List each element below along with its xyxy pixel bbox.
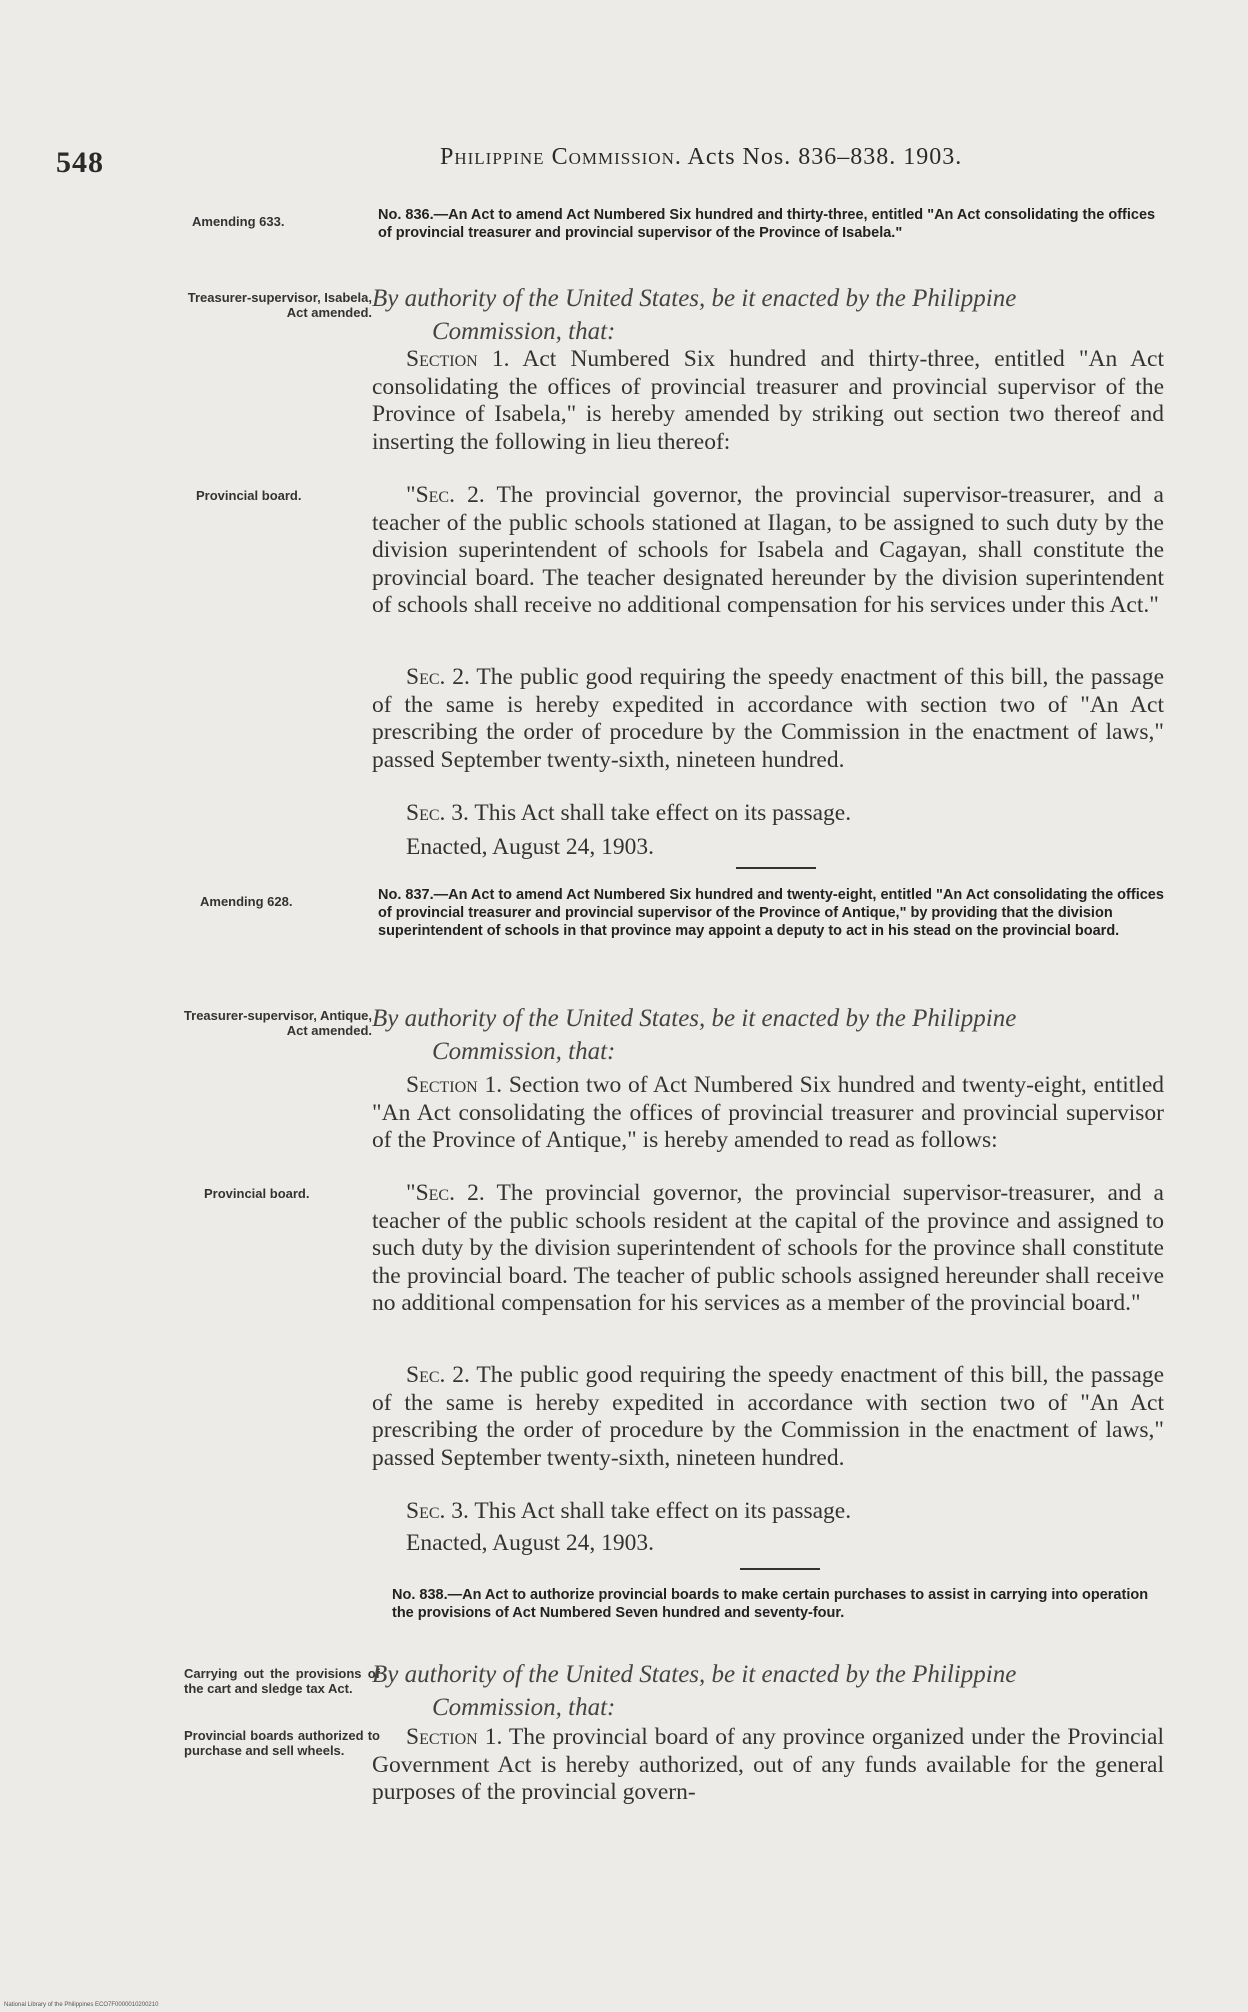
margin-note-amending-628: Amending 628. (200, 894, 293, 909)
act-837-sec-2 (372, 1362, 1164, 1472)
act-836-enacted-date: Enacted, August 24, 1903. (406, 834, 655, 860)
act-837-sec3-label: Sec. 3. (406, 1498, 469, 1524)
divider-rule-1 (736, 867, 816, 869)
act-836-enacting-clause (372, 282, 1172, 348)
page-number: 548 (56, 146, 104, 179)
act-836-sec-3 (372, 800, 1164, 828)
act-837-sec2a-text: The provincial governor, the provincial supervisor-treasurer, and a teacher of the public schools resident at the capital of the province and assigned to such duty by the division superintendent of schools for the province shall constitute the provincial board. The teacher of public schools assigned hereunder shall receive no additional compensation for his services as a member of the provincial board." (372, 1180, 1164, 1316)
act-838-section1-label: Section 1. (406, 1724, 503, 1750)
act-837-sec2a-label: "Sec. 2. (406, 1180, 485, 1206)
act-838-enacting-clause (372, 1658, 1172, 1724)
act-836-sec2b-text: The public good requiring the speedy enactment of this bill, the passage of the same is hereby expedited in accordance with section two of "An Act prescribing the order of procedure by the Commission in the enactment of laws," passed September twenty-sixth, nineteen hundred. (372, 664, 1165, 773)
act-837-enact-line1: By authority of the United States, be it enacted by the Philippine (372, 1005, 1017, 1032)
act-836-sec2a-label: "Sec. 2. (406, 482, 485, 508)
act-836-sec2a-text: The provincial governor, the provincial supervisor-treasurer, and a teacher of the public schools stationed at Ilagan, to be assigned to such duty by the division superintendent of schools for Isabela and Cagayan, shall constitute the provincial board. The teacher designated hereunder by the division superintendent of schools shall receive no additional compensation for his services under this Act." (372, 482, 1164, 618)
act-837-title: —An Act to amend Act Numbered Six hundred and twenty-eight, entitled "An Act consolidating the offices of provincial treasurer and provincial supervisor of the Province of Antique," by providing that the division superintendent of schools in that province may appoint a deputy to act in his stead on the provincial board. (378, 887, 1164, 939)
act-836-title: —An Act to amend Act Numbered Six hundred and thirty-three, entitled "An Act consolidating the offices of provincial treasurer and provincial supervisor of the Province of Isabela." (378, 207, 1156, 241)
act-837-sec-3 (372, 1498, 1164, 1526)
act-837-number: No. 837. (378, 887, 434, 903)
act-838-section-1 (372, 1724, 1164, 1807)
act-837-enact-line2: Commission, that: (432, 1038, 616, 1065)
act-837-heading (378, 886, 1168, 940)
act-837-section-1 (372, 1072, 1164, 1155)
act-836-sec-2 (372, 664, 1164, 774)
act-837-sec3-text: This Act shall take effect on its passage. (468, 1498, 852, 1524)
running-head-acts: Acts Nos. 836–838. 1903. (681, 144, 963, 170)
act-836-enact-line2: Commission, that: (432, 318, 616, 345)
act-836-quoted-sec-2 (372, 482, 1164, 620)
act-836-sec3-label: Sec. 3. (406, 800, 469, 826)
act-837-enacting-clause (372, 1002, 1172, 1068)
act-838-title: —An Act to authorize provincial boards to make certain purchases to assist in carrying into operation the provisions of Act Numbered Seven hundred and seventy-four. (392, 1587, 1149, 1621)
act-836-number: No. 836. (378, 207, 434, 223)
act-837-quoted-sec-2 (372, 1180, 1164, 1318)
running-head-title: Philippine Commission. (440, 144, 682, 170)
act-836-section-1 (372, 346, 1164, 456)
act-837-section1-text: Section two of Act Numbered Six hundred and twenty-eight, entitled "An Act consolidating the offices of provincial treasurer and provincial supervisor of the Province of Antique," is hereby amended to read as follows: (372, 1072, 1164, 1153)
act-836-enact-line1: By authority of the United States, be it enacted by the Philippine (372, 285, 1017, 312)
act-836-section1-text: Act Numbered Six hundred and thirty-three, entitled "An Act consolidating the offices of provincial treasurer and provincial supervisor of the Province of Isabela," is hereby amended by striking out section two thereof and inserting the following in lieu thereof: (372, 346, 1165, 455)
margin-note-provincial-board-836: Provincial board. (196, 488, 302, 503)
act-836-sec3-text: This Act shall take effect on its passage. (468, 800, 852, 826)
margin-note-provincial-board-837: Provincial board. (204, 1186, 310, 1201)
divider-rule-2 (740, 1568, 820, 1570)
act-837-sec2b-label: Sec. 2. (406, 1362, 470, 1388)
margin-note-treasurer-antique: Treasurer-supervisor, Antique, Act amended. (183, 1008, 372, 1038)
margin-note-treasurer-isabela: Treasurer-supervisor, Isabela, Act amended. (187, 290, 372, 320)
running-head (440, 144, 962, 171)
margin-note-amending-633: Amending 633. (192, 214, 285, 229)
act-837-sec2b-text: The public good requiring the speedy enactment of this bill, the passage of the same is hereby expedited in accordance with section two of "An Act prescribing the order of procedure by the Commission in the enactment of laws," passed September twenty-sixth, nineteen hundred. (372, 1362, 1165, 1471)
footer-library-credit: National Library of the Philippines ECO7F0000010200210 (4, 2002, 159, 2008)
margin-note-provincial-boards-wheels: Provincial boards authorized to purchase and sell wheels. (184, 1728, 380, 1758)
act-836-section1-label: Section 1. (406, 346, 510, 372)
act-838-heading (392, 1586, 1172, 1622)
act-838-enact-line1: By authority of the United States, be it enacted by the Philippine (372, 1661, 1017, 1688)
act-838-number: No. 838. (392, 1587, 448, 1603)
act-837-section1-label: Section 1. (406, 1072, 503, 1098)
act-838-enact-line2: Commission, that: (432, 1694, 616, 1721)
act-837-enacted-date: Enacted, August 24, 1903. (406, 1530, 655, 1556)
act-838-section1-text: The provincial board of any province organized under the Provincial Government Act is hereby authorized, out of any funds available for the general purposes of the provincial govern- (372, 1724, 1164, 1805)
margin-note-cart-sledge-tax: Carrying out the provisions of the cart and sledge tax Act. (184, 1666, 380, 1696)
act-836-sec2b-label: Sec. 2. (406, 664, 470, 690)
act-836-heading (378, 206, 1168, 242)
